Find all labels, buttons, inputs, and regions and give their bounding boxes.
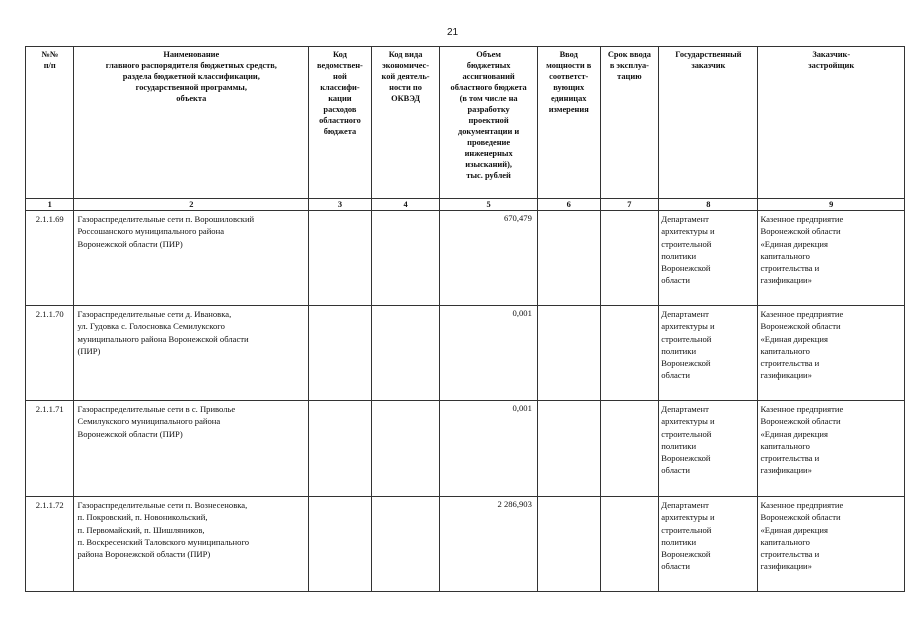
column-number-cell: 1 bbox=[26, 199, 74, 211]
column-header-text-line: расходов bbox=[323, 105, 357, 114]
column-header-text-line: кации bbox=[328, 94, 352, 103]
column-header-text-line: п/п bbox=[43, 61, 56, 70]
developer-line: капитального bbox=[760, 250, 810, 261]
okved-code-cell bbox=[371, 211, 440, 306]
column-header-4 bbox=[371, 47, 440, 199]
column-header-text-line: Ввод bbox=[559, 50, 578, 59]
developer-line: газификации» bbox=[760, 465, 812, 476]
developer-line: капитального bbox=[760, 345, 810, 356]
column-header-text-line: областного bbox=[319, 116, 361, 125]
developer-line: «Единая дирекция bbox=[760, 238, 828, 249]
column-number-cell: 8 bbox=[659, 199, 758, 211]
column-header-text-line: мощности в bbox=[546, 61, 592, 70]
budget-code-cell bbox=[309, 211, 372, 306]
column-header-text-line: Код вида bbox=[388, 50, 423, 59]
state-customer-cell bbox=[659, 211, 758, 306]
object-name-line: муниципального района Воронежской области bbox=[77, 333, 249, 344]
state-customer-line: строительной bbox=[661, 333, 712, 344]
developer-line: капитального bbox=[760, 536, 810, 547]
developer-line: строительства и bbox=[760, 453, 820, 464]
state-customer-line: строительной bbox=[661, 238, 712, 249]
column-header-text-line: кой деятель- bbox=[381, 72, 430, 81]
column-header-text-line: Срок ввода bbox=[607, 50, 651, 59]
capacity-cell bbox=[537, 497, 600, 592]
column-header-6 bbox=[537, 47, 600, 199]
column-header-text-line: государственной программы, bbox=[135, 83, 247, 92]
developer-line: Воронежской области bbox=[760, 226, 841, 237]
developer-line: Казенное предприятие bbox=[760, 404, 844, 414]
object-name-cell bbox=[74, 401, 309, 497]
column-header-text-line: бюджета bbox=[323, 127, 357, 136]
object-name-line: района Воронежской области (ПИР) bbox=[77, 549, 211, 560]
row-index-cell: 2.1.1.71 bbox=[26, 401, 74, 497]
budget-volume-cell: 0,001 bbox=[440, 401, 538, 497]
capacity-cell bbox=[537, 401, 600, 497]
developer-line: капитального bbox=[760, 440, 810, 451]
column-header-text-line: главного распорядителя бюджетных средств, bbox=[105, 61, 277, 70]
developer-cell bbox=[758, 401, 905, 497]
column-header-text-line: областного бюджета bbox=[450, 83, 527, 92]
column-header-text-line: документации и bbox=[457, 127, 520, 136]
column-header-text-line: измерения bbox=[548, 105, 589, 114]
state-customer-line: области bbox=[661, 561, 690, 572]
column-header-5 bbox=[440, 47, 538, 199]
developer-line: Казенное предприятие bbox=[760, 309, 844, 319]
column-header-text-line: проведение bbox=[467, 138, 511, 147]
column-header-text-line: проектной bbox=[468, 116, 509, 125]
column-header-text-line: Государственный bbox=[675, 50, 742, 59]
column-number-cell: 4 bbox=[371, 199, 440, 211]
budget-code-cell bbox=[309, 401, 372, 497]
capacity-cell bbox=[537, 306, 600, 401]
budget-code-cell bbox=[309, 497, 372, 592]
developer-line: Казенное предприятие bbox=[760, 500, 844, 510]
developer-line: строительства и bbox=[760, 549, 820, 560]
table-row bbox=[26, 306, 905, 401]
column-header-text-line: ассигнований bbox=[462, 72, 515, 81]
developer-line: газификации» bbox=[760, 275, 812, 286]
budget-code-cell bbox=[309, 306, 372, 401]
state-customer-line: области bbox=[661, 465, 690, 476]
column-number-cell: 3 bbox=[309, 199, 372, 211]
page-number: 21 bbox=[446, 27, 459, 38]
commissioning-date-cell bbox=[600, 211, 659, 306]
object-name-line: Воронежской области (ПИР) bbox=[77, 428, 183, 439]
table-row bbox=[26, 497, 905, 592]
object-name-line: Газораспределительные сети д. Ивановка, bbox=[77, 309, 232, 319]
column-header-1 bbox=[26, 47, 74, 199]
state-customer-line: Департамент bbox=[661, 500, 709, 510]
column-header-text-line: вующих bbox=[553, 83, 585, 92]
state-customer-line: политики bbox=[661, 440, 697, 451]
object-name-line: Воронежской области (ПИР) bbox=[77, 238, 183, 249]
developer-line: «Единая дирекция bbox=[760, 428, 828, 439]
column-header-text-line: объекта bbox=[176, 94, 207, 103]
commissioning-date-cell bbox=[600, 401, 659, 497]
column-header-text-line: единицах bbox=[550, 94, 587, 103]
column-header-text-line: бюджетных bbox=[466, 61, 511, 70]
object-name-line: ул. Гудовка с. Голосновка Семилукского bbox=[77, 321, 225, 332]
object-name-line: Россошанского муниципального района bbox=[77, 226, 225, 237]
developer-line: газификации» bbox=[760, 370, 812, 381]
column-header-text-line: №№ bbox=[41, 50, 59, 59]
state-customer-cell bbox=[659, 306, 758, 401]
state-customer-cell bbox=[659, 497, 758, 592]
column-header-text-line: Наименование bbox=[163, 50, 220, 59]
state-customer-line: области bbox=[661, 370, 690, 381]
state-customer-line: архитектуры и bbox=[661, 321, 715, 332]
column-header-text-line: тацию bbox=[617, 72, 642, 81]
state-customer-line: Департамент bbox=[661, 214, 709, 224]
column-header-text-line: ной bbox=[333, 72, 347, 81]
column-header-text-line: соответст- bbox=[549, 72, 589, 81]
state-customer-line: архитектуры и bbox=[661, 512, 715, 523]
state-customer-line: Департамент bbox=[661, 404, 709, 414]
budget-objects-table bbox=[25, 46, 905, 592]
column-header-text-line: Код bbox=[333, 50, 347, 59]
object-name-line: (ПИР) bbox=[77, 345, 101, 356]
column-header-text-line: (в том числе на bbox=[459, 94, 518, 103]
row-index-cell: 2.1.1.69 bbox=[26, 211, 74, 306]
developer-cell bbox=[758, 497, 905, 592]
column-header-7 bbox=[600, 47, 659, 199]
column-header-text-line: заказчик bbox=[691, 61, 726, 70]
developer-cell bbox=[758, 211, 905, 306]
column-header-8 bbox=[659, 47, 758, 199]
commissioning-date-cell bbox=[600, 306, 659, 401]
developer-line: «Единая дирекция bbox=[760, 333, 828, 344]
column-number-cell: 2 bbox=[74, 199, 309, 211]
object-name-line: п. Первомайский, п. Шишляников, bbox=[77, 524, 205, 535]
capacity-cell bbox=[537, 211, 600, 306]
state-customer-line: Департамент bbox=[661, 309, 709, 319]
developer-line: газификации» bbox=[760, 561, 812, 572]
object-name-cell bbox=[74, 497, 309, 592]
state-customer-line: архитектуры и bbox=[661, 226, 715, 237]
column-header-text-line: раздела бюджетной классификации, bbox=[122, 72, 260, 81]
column-header-text-line: в эксплуа- bbox=[609, 61, 649, 70]
object-name-line: Семилукского муниципального района bbox=[77, 416, 221, 427]
column-header-text-line: тыс. рублей bbox=[466, 171, 511, 180]
column-number-row bbox=[26, 199, 905, 211]
developer-line: Воронежской области bbox=[760, 321, 841, 332]
column-header-text-line: ОКВЭД bbox=[391, 94, 421, 103]
column-number-cell: 5 bbox=[440, 199, 538, 211]
developer-line: строительства и bbox=[760, 263, 820, 274]
state-customer-line: строительной bbox=[661, 524, 712, 535]
state-customer-line: архитектуры и bbox=[661, 416, 715, 427]
commissioning-date-cell bbox=[600, 497, 659, 592]
developer-line: Казенное предприятие bbox=[760, 214, 844, 224]
column-header-text-line: инженерных bbox=[464, 149, 513, 158]
state-customer-line: политики bbox=[661, 250, 697, 261]
state-customer-cell bbox=[659, 401, 758, 497]
table-row bbox=[26, 211, 905, 306]
column-header-text-line: ведомствен- bbox=[317, 61, 363, 70]
column-number-cell: 6 bbox=[537, 199, 600, 211]
developer-line: строительства и bbox=[760, 358, 820, 369]
state-customer-line: Воронежской bbox=[661, 358, 711, 369]
column-header-text-line: Объем bbox=[476, 50, 502, 59]
state-customer-line: политики bbox=[661, 536, 697, 547]
developer-line: «Единая дирекция bbox=[760, 524, 828, 535]
developer-line: Воронежской области bbox=[760, 416, 841, 427]
header-row bbox=[26, 47, 905, 199]
object-name-line: п. Покровский, п. Новоникольский, bbox=[77, 512, 208, 523]
okved-code-cell bbox=[371, 306, 440, 401]
column-number-cell: 9 bbox=[758, 199, 905, 211]
okved-code-cell bbox=[371, 401, 440, 497]
state-customer-line: области bbox=[661, 275, 690, 286]
row-index-cell: 2.1.1.72 bbox=[26, 497, 74, 592]
column-header-3 bbox=[309, 47, 372, 199]
column-header-text-line: ности по bbox=[389, 83, 422, 92]
budget-volume-cell: 2 286,903 bbox=[440, 497, 538, 592]
state-customer-line: политики bbox=[661, 345, 697, 356]
column-number-cell: 7 bbox=[600, 199, 659, 211]
column-header-2 bbox=[74, 47, 309, 199]
column-header-text-line: разработку bbox=[467, 105, 510, 114]
state-customer-line: Воронежской bbox=[661, 263, 711, 274]
column-header-text-line: застройщик bbox=[808, 61, 855, 70]
column-header-text-line: изысканий), bbox=[465, 160, 512, 169]
column-header-text-line: экономичес- bbox=[382, 61, 430, 70]
row-index-cell: 2.1.1.70 bbox=[26, 306, 74, 401]
developer-cell bbox=[758, 306, 905, 401]
budget-volume-cell: 0,001 bbox=[440, 306, 538, 401]
column-header-9 bbox=[758, 47, 905, 199]
state-customer-line: Воронежской bbox=[661, 453, 711, 464]
okved-code-cell bbox=[371, 497, 440, 592]
object-name-line: п. Воскресенский Таловского муниципального bbox=[77, 536, 250, 547]
developer-line: Воронежской области bbox=[760, 512, 841, 523]
object-name-line: Газораспределительные сети в с. Приволье bbox=[77, 404, 236, 414]
table-row bbox=[26, 401, 905, 497]
state-customer-line: Воронежской bbox=[661, 549, 711, 560]
object-name-line: Газораспределительные сети п. Вознесеновка, bbox=[77, 500, 248, 510]
column-header-text-line: классифи- bbox=[320, 83, 360, 92]
column-header-text-line: Заказчик- bbox=[812, 50, 851, 59]
object-name-cell bbox=[74, 306, 309, 401]
object-name-line: Газораспределительные сети п. Ворошиловский bbox=[77, 214, 255, 224]
state-customer-line: строительной bbox=[661, 428, 712, 439]
budget-volume-cell: 670,479 bbox=[440, 211, 538, 306]
object-name-cell bbox=[74, 211, 309, 306]
